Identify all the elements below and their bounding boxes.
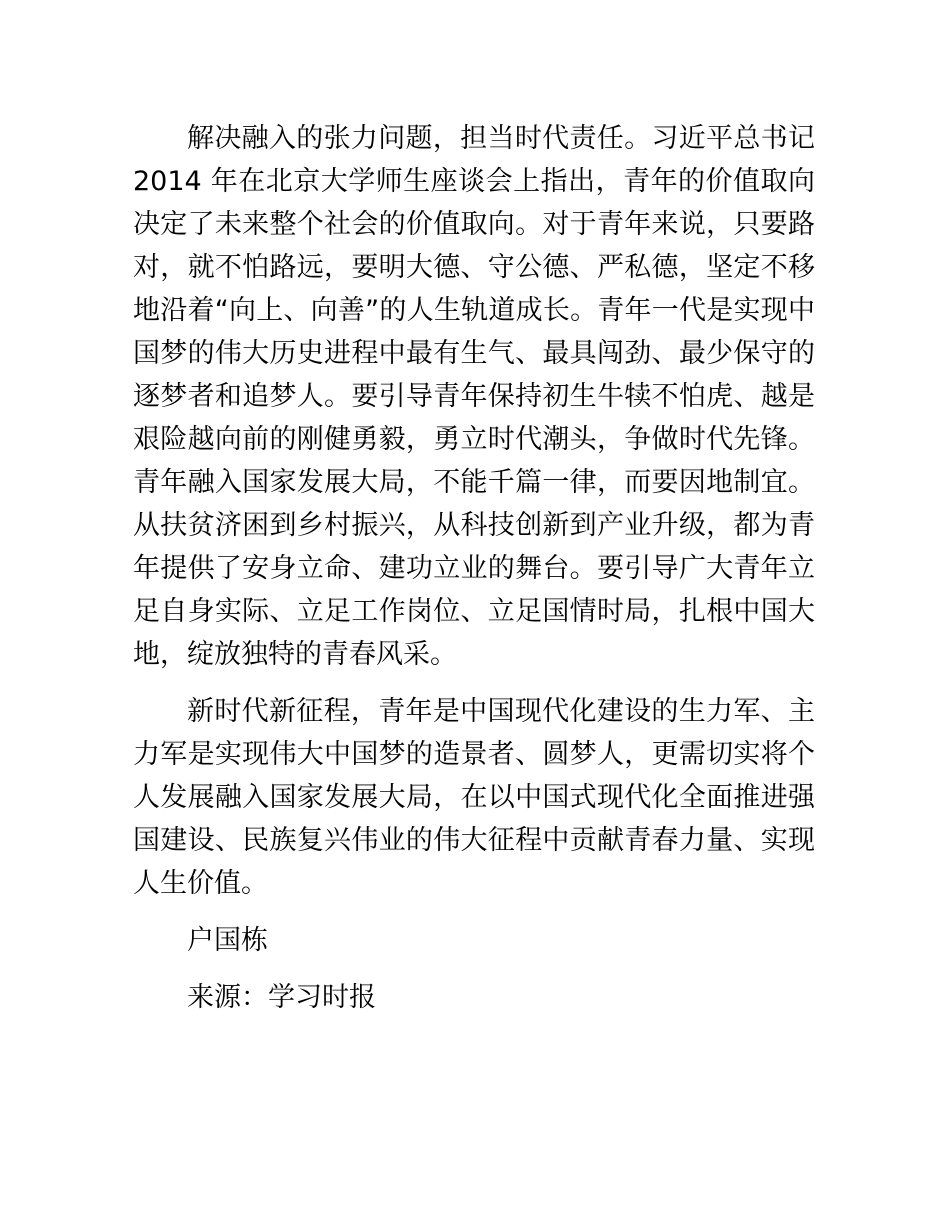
source-line: 来源：学习时报 <box>187 982 376 1013</box>
body-paragraph-2: 新时代新征程，青年是中国现代化建设的生力军、主力军是实现伟大中国梦的造景者、圆梦人，更需切实将个人发展融入国家发展大局，在以中国式现代化全面推进强国建设、民族复兴伟业的伟大征程中贡献青春力量、实现人生价值。 <box>133 696 815 899</box>
body-paragraph-1: 解决融入的张力问题，担当时代责任。习近平总书记 2014 年在北京大学师生座谈会上指出，青年的价值取向决定了未来整个社会的价值取向。对于青年来说，只要路对，就不怕路远，要明大德、守公德、严私德，坚定不移地沿着“向上、向善”的人生轨道成长。青年一代是实现中国梦的伟大历史进程中最有生气、最具闯劲、最少保守的逐梦者和追梦人。要引导青年保持初生牛犊不怕虎、越是艰险越向前的刚健勇毅，勇立时代潮头，争做时代先锋。青年融入国家发展大局，不能千篇一律，而要因地制宜。从扶贫济困到乡村振兴，从科技创新到产业升级，都为青年提供了安身立命、建功立业的舞台。要引导广大青年立足自身实际、立足工作岗位、立足国情时局，扎根中国大地，绽放独特的青春风采。 <box>133 123 815 670</box>
author-name: 户国栋 <box>187 925 268 956</box>
